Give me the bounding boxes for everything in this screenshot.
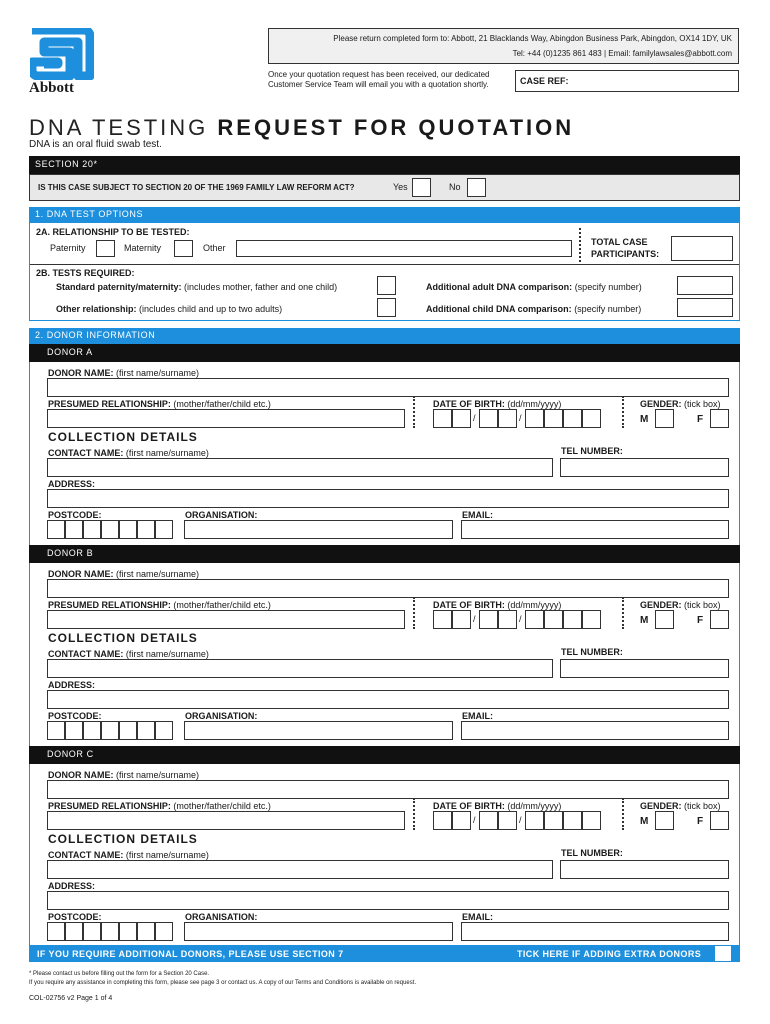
dob-digit-box[interactable]: [544, 811, 563, 830]
dob-label: [433, 399, 561, 409]
relationship-hint: (mother/father/child etc.): [173, 801, 271, 811]
address-label: ADDRESS:: [48, 479, 96, 489]
section20-question: IS THIS CASE SUBJECT TO SECTION 20 OF THE 1969 FAMILY LAW REFORM ACT?: [38, 183, 355, 192]
postcode-char-box[interactable]: [137, 520, 155, 539]
postcode-char-box[interactable]: [137, 721, 155, 740]
dob-slash: /: [473, 614, 476, 624]
no-label: No: [449, 182, 461, 192]
postcode-char-box[interactable]: [65, 721, 83, 740]
address-label: ADDRESS:: [48, 881, 96, 891]
gender-bold: GENDER:: [640, 399, 682, 409]
gender-label: [640, 801, 721, 811]
relationship-input[interactable]: [47, 610, 405, 629]
total-participants-input[interactable]: [671, 236, 733, 261]
dob-digit-box[interactable]: [563, 811, 582, 830]
gender-m-checkbox[interactable]: [655, 610, 674, 629]
donor-name-hint: (first name/surname): [116, 368, 200, 378]
gender-f-label: F: [697, 615, 704, 626]
tick-extra-text: TICK HERE IF ADDING EXTRA DONORS: [517, 949, 702, 959]
abbott-logo-icon: [30, 28, 94, 80]
extra-donors-checkbox[interactable]: [715, 946, 731, 961]
relationship-label: [48, 600, 271, 610]
donor-name-bold: DONOR NAME:: [48, 770, 114, 780]
contact-name-input[interactable]: [47, 458, 553, 477]
contact-name-input[interactable]: [47, 659, 553, 678]
dob-digit-box[interactable]: [498, 409, 517, 428]
relationship-label: [48, 801, 271, 811]
postcode-char-box[interactable]: [65, 922, 83, 941]
donor-name-hint: (first name/surname): [116, 770, 200, 780]
tel-number-label: TEL NUMBER:: [561, 647, 623, 657]
address-input[interactable]: [47, 690, 729, 709]
dob-digit-box[interactable]: [452, 610, 471, 629]
postcode-char-box[interactable]: [119, 721, 137, 740]
dob-digit-box[interactable]: [544, 610, 563, 629]
gender-hint: (tick box): [684, 801, 721, 811]
relationship-bold: PRESUMED RELATIONSHIP:: [48, 801, 171, 811]
relationship-bold: PRESUMED RELATIONSHIP:: [48, 399, 171, 409]
dob-hint: (dd/mm/yyyy): [507, 399, 562, 409]
organisation-label: ORGANISATION:: [185, 711, 258, 721]
gender-label: [640, 600, 721, 610]
dob-digit-box[interactable]: [563, 409, 582, 428]
postcode-char-box[interactable]: [101, 922, 119, 941]
relationship-hint: (mother/father/child etc.): [173, 399, 271, 409]
postcode-char-box[interactable]: [65, 520, 83, 539]
gender-label: [640, 399, 721, 409]
postcode-label: POSTCODE:: [48, 912, 102, 922]
dob-label: [433, 801, 561, 811]
footnote-1: * Please contact us before filling out the form for a Section 20 Case.: [29, 971, 210, 977]
maternity-label: Maternity: [124, 243, 162, 253]
adult-comparison-hint: (specify number): [574, 282, 642, 292]
gender-hint: (tick box): [684, 399, 721, 409]
contact-line: Tel: +44 (0)1235 861 483 | Email: familylawsales@abbott.com: [512, 49, 732, 58]
section20-row: [29, 174, 740, 201]
contact-name-label: [48, 850, 209, 860]
other-test-hint: (includes child and up to two adults): [139, 304, 283, 314]
dob-slash: /: [519, 614, 522, 624]
postcode-char-box[interactable]: [155, 922, 173, 941]
return-address-box: [268, 28, 739, 64]
other-test-label: [56, 304, 282, 314]
donor-name-input[interactable]: [47, 780, 729, 799]
contact-name-hint: (first name/surname): [125, 649, 209, 659]
gender-m-label: M: [640, 615, 649, 626]
child-comparison-input[interactable]: [677, 298, 733, 317]
email-label: EMAIL:: [462, 912, 493, 922]
organisation-label: ORGANISATION:: [185, 912, 258, 922]
notice-line-1: Once your quotation request has been received, our dedicated: [268, 70, 490, 79]
case-ref-field[interactable]: [515, 70, 739, 92]
gender-m-checkbox[interactable]: [655, 409, 674, 428]
divider: [413, 597, 415, 629]
page-title: [29, 115, 574, 141]
donor-name-hint: (first name/surname): [116, 569, 200, 579]
tel-number-input[interactable]: [560, 860, 729, 879]
contact-name-hint: (first name/surname): [125, 850, 209, 860]
donor-header: DONOR A: [29, 344, 740, 362]
dob-digit-box[interactable]: [582, 610, 601, 629]
title-light: DNA TESTING: [29, 115, 209, 140]
dob-digit-box[interactable]: [433, 811, 452, 830]
relationship-heading: 2A. RELATIONSHIP TO BE TESTED:: [36, 227, 190, 237]
dob-bold: DATE OF BIRTH:: [433, 399, 505, 409]
divider: [579, 228, 581, 262]
divider: [622, 396, 624, 428]
paternity-label: Paternity: [50, 243, 86, 253]
donor-name-input[interactable]: [47, 378, 729, 397]
contact-name-label: [48, 649, 209, 659]
other-input[interactable]: [236, 240, 572, 257]
dob-digit-box[interactable]: [452, 811, 471, 830]
gender-m-label: M: [640, 816, 649, 827]
relationship-input[interactable]: [47, 409, 405, 428]
dob-bold: DATE OF BIRTH:: [433, 801, 505, 811]
postcode-label: POSTCODE:: [48, 711, 102, 721]
dob-slash: /: [519, 413, 522, 423]
relationship-input[interactable]: [47, 811, 405, 830]
collection-details-heading: COLLECTION DETAILS: [48, 832, 198, 846]
email-label: EMAIL:: [462, 711, 493, 721]
standard-test-checkbox[interactable]: [377, 276, 396, 295]
postcode-char-box[interactable]: [47, 520, 65, 539]
standard-test-hint: (includes mother, father and one child): [184, 282, 338, 292]
page-subtitle: DNA is an oral fluid swab test.: [29, 139, 162, 150]
dob-digit-box[interactable]: [525, 409, 544, 428]
contact-name-bold: CONTACT NAME:: [48, 448, 124, 458]
organisation-input[interactable]: [184, 922, 453, 941]
dob-digit-box[interactable]: [433, 409, 452, 428]
footer-bar: [29, 945, 740, 962]
divider: [622, 798, 624, 830]
dob-digit-box[interactable]: [544, 409, 563, 428]
gender-f-label: F: [697, 816, 704, 827]
dob-digit-box[interactable]: [525, 610, 544, 629]
relationship-bold: PRESUMED RELATIONSHIP:: [48, 600, 171, 610]
donor-name-input[interactable]: [47, 579, 729, 598]
dob-label: [433, 600, 561, 610]
relationship-hint: (mother/father/child etc.): [173, 600, 271, 610]
tests-heading: 2B. TESTS REQUIRED:: [36, 268, 135, 278]
donor-name-label: [48, 569, 199, 579]
dob-digit-box[interactable]: [498, 610, 517, 629]
dob-digit-box[interactable]: [525, 811, 544, 830]
dob-digit-box[interactable]: [563, 610, 582, 629]
postcode-char-box[interactable]: [101, 721, 119, 740]
dob-slash: /: [473, 413, 476, 423]
postcode-char-box[interactable]: [83, 721, 101, 740]
dob-bold: DATE OF BIRTH:: [433, 600, 505, 610]
notice-line-2: Customer Service Team will email you with a quotation shortly.: [268, 80, 489, 89]
postcode-char-box[interactable]: [101, 520, 119, 539]
gender-bold: GENDER:: [640, 801, 682, 811]
case-ref-label: CASE REF:: [520, 76, 569, 86]
donor-info-header: 2. DONOR INFORMATION: [29, 328, 740, 344]
adult-comparison-label: [426, 282, 642, 292]
donor-name-bold: DONOR NAME:: [48, 368, 114, 378]
collection-details-heading: COLLECTION DETAILS: [48, 430, 198, 444]
paternity-checkbox[interactable]: [96, 240, 115, 257]
gender-f-label: F: [697, 414, 704, 425]
yes-label: Yes: [393, 182, 408, 192]
dob-digit-box[interactable]: [479, 409, 498, 428]
contact-name-label: [48, 448, 209, 458]
tel-number-input[interactable]: [560, 458, 729, 477]
child-comparison-label: [426, 304, 641, 314]
gender-m-checkbox[interactable]: [655, 811, 674, 830]
other-test-bold: Other relationship:: [56, 304, 137, 314]
divider: [413, 798, 415, 830]
test-options-header: 1. DNA TEST OPTIONS: [29, 207, 740, 223]
address-input[interactable]: [47, 891, 729, 910]
standard-test-bold: Standard paternity/maternity:: [56, 282, 182, 292]
contact-name-hint: (first name/surname): [125, 448, 209, 458]
tel-number-label: TEL NUMBER:: [561, 446, 623, 456]
standard-test-label: [56, 282, 337, 292]
dob-digit-box[interactable]: [433, 610, 452, 629]
organisation-label: ORGANISATION:: [185, 510, 258, 520]
child-comparison-bold: Additional child DNA comparison:: [426, 304, 572, 314]
donor-header: DONOR C: [29, 746, 740, 764]
postcode-label: POSTCODE:: [48, 510, 102, 520]
gender-f-checkbox[interactable]: [710, 610, 729, 629]
relationship-label: [48, 399, 271, 409]
separator-line: [30, 264, 739, 265]
postcode-char-box[interactable]: [137, 922, 155, 941]
dob-digit-box[interactable]: [498, 811, 517, 830]
email-label: EMAIL:: [462, 510, 493, 520]
dob-hint: (dd/mm/yyyy): [507, 600, 562, 610]
email-input[interactable]: [461, 721, 729, 740]
address-label: ADDRESS:: [48, 680, 96, 690]
gender-hint: (tick box): [684, 600, 721, 610]
dob-digit-box[interactable]: [479, 610, 498, 629]
adult-comparison-bold: Additional adult DNA comparison:: [426, 282, 573, 292]
dob-hint: (dd/mm/yyyy): [507, 801, 562, 811]
contact-name-bold: CONTACT NAME:: [48, 649, 124, 659]
section20-header: SECTION 20*: [29, 156, 740, 174]
document-code: COL-02756 v2 Page 1 of 4: [29, 995, 113, 1002]
donor-name-label: [48, 770, 199, 780]
abbott-logo: [30, 28, 94, 80]
dob-digit-box[interactable]: [582, 409, 601, 428]
address-input[interactable]: [47, 489, 729, 508]
title-bold: REQUEST FOR QUOTATION: [217, 115, 575, 140]
total-participants-line2: PARTICIPANTS:: [591, 249, 660, 259]
organisation-input[interactable]: [184, 520, 453, 539]
other-test-checkbox[interactable]: [377, 298, 396, 317]
email-input[interactable]: [461, 520, 729, 539]
gender-f-checkbox[interactable]: [710, 811, 729, 830]
brand-name: Abbott: [29, 80, 75, 96]
no-checkbox[interactable]: [467, 178, 486, 197]
dob-slash: /: [473, 815, 476, 825]
child-comparison-hint: (specify number): [574, 304, 642, 314]
dob-slash: /: [519, 815, 522, 825]
donor-name-label: [48, 368, 199, 378]
gender-bold: GENDER:: [640, 600, 682, 610]
tel-number-input[interactable]: [560, 659, 729, 678]
tel-number-label: TEL NUMBER:: [561, 848, 623, 858]
postcode-char-box[interactable]: [83, 520, 101, 539]
yes-checkbox[interactable]: [412, 178, 431, 197]
collection-details-heading: COLLECTION DETAILS: [48, 631, 198, 645]
organisation-input[interactable]: [184, 721, 453, 740]
divider: [413, 396, 415, 428]
donor-name-bold: DONOR NAME:: [48, 569, 114, 579]
postcode-char-box[interactable]: [47, 922, 65, 941]
footnote-2: If you require any assistance in completing this form, please see page 3 or contact us. A copy of our Terms and Conditions is available on request.: [29, 980, 417, 986]
additional-donors-text: IF YOU REQUIRE ADDITIONAL DONORS, PLEASE USE SECTION 7: [37, 949, 344, 959]
email-input[interactable]: [461, 922, 729, 941]
postcode-char-box[interactable]: [155, 520, 173, 539]
postcode-char-box[interactable]: [83, 922, 101, 941]
return-address: Please return completed form to: Abbott, 21 Blacklands Way, Abingdon Business Park, Abingdon, OX14 1DY, UK: [333, 34, 732, 43]
gender-f-checkbox[interactable]: [710, 409, 729, 428]
dob-digit-box[interactable]: [452, 409, 471, 428]
adult-comparison-input[interactable]: [677, 276, 733, 295]
postcode-char-box[interactable]: [155, 721, 173, 740]
gender-m-label: M: [640, 414, 649, 425]
dob-digit-box[interactable]: [582, 811, 601, 830]
postcode-char-box[interactable]: [119, 520, 137, 539]
postcode-char-box[interactable]: [47, 721, 65, 740]
contact-name-bold: CONTACT NAME:: [48, 850, 124, 860]
dob-digit-box[interactable]: [479, 811, 498, 830]
total-participants-line1: TOTAL CASE: [591, 237, 648, 247]
maternity-checkbox[interactable]: [174, 240, 193, 257]
contact-name-input[interactable]: [47, 860, 553, 879]
postcode-char-box[interactable]: [119, 922, 137, 941]
donor-header: DONOR B: [29, 545, 740, 563]
divider: [622, 597, 624, 629]
other-label: Other: [203, 243, 226, 253]
